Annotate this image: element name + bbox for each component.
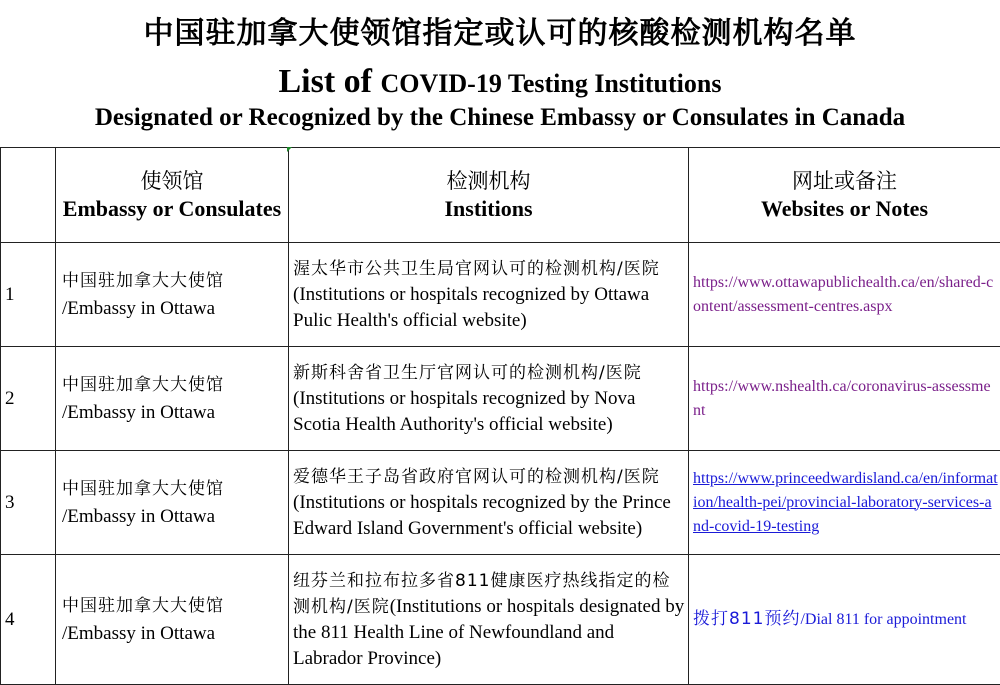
embassy-en: /Embassy in Ottawa <box>62 298 215 319</box>
embassy-cell <box>56 451 289 555</box>
website-link[interactable]: https://www.princeedwardisland.ca/en/information/health-pei/provincial-laboratory-services-and-covid-19-testing <box>693 470 998 535</box>
website-link[interactable]: https://www.ottawapublichealth.ca/en/shared-content/assessment-centres.aspx <box>693 274 993 315</box>
table-row <box>1 451 1000 555</box>
header-num-cell <box>1 148 56 243</box>
embassy-cell <box>56 347 289 451</box>
header-embassy <box>56 148 289 243</box>
website-cell <box>689 243 1000 347</box>
institution-cn: 新斯科舍省卫生厅官网认可的检测机构/医院 <box>293 363 642 383</box>
institution-cn: 纽芬兰和拉布拉多省811健康医疗热线指定的检测机构/医院 <box>293 571 670 617</box>
institution-cell <box>289 347 689 451</box>
header-embassy-cn: 使领馆 <box>56 168 288 195</box>
header-institutions-en: Institions <box>444 196 532 221</box>
header-websites-cn: 网址或备注 <box>689 168 1000 195</box>
institution-cell <box>289 555 689 685</box>
table-row <box>1 555 1000 685</box>
note-cn: 拨打811预约 <box>693 609 800 629</box>
embassy-cn: 中国驻加拿大大使馆 <box>62 375 224 395</box>
embassy-cell <box>56 555 289 685</box>
institution-cn: 渥太华市公共卫生局官网认可的检测机构/医院 <box>293 259 660 279</box>
institution-cell <box>289 451 689 555</box>
header-websites <box>689 148 1000 243</box>
cell-comment-marker <box>287 147 292 152</box>
page-subtitle: Designated or Recognized by the Chinese Embassy or Consulates in Canada <box>0 102 1000 134</box>
embassy-cn: 中国驻加拿大大使馆 <box>62 271 224 291</box>
institutions-table <box>0 147 1000 685</box>
institution-en: (Institutions or hospitals recognized by Ottawa Pulic Health's official website) <box>293 284 649 331</box>
title-prefix: List of <box>279 63 381 100</box>
title-main: COVID-19 Testing Institutions <box>381 69 722 98</box>
row-number: 1 <box>1 243 56 347</box>
table-row <box>1 347 1000 451</box>
header-institutions <box>289 148 689 243</box>
embassy-en: /Embassy in Ottawa <box>62 623 215 644</box>
institution-en: (Institutions or hospitals recognized by Nova Scotia Health Authority's official website) <box>293 388 635 435</box>
embassy-cn: 中国驻加拿大大使馆 <box>62 596 224 616</box>
website-link[interactable]: https://www.nshealth.ca/coronavirus-assessment <box>693 378 991 419</box>
website-cell <box>689 347 1000 451</box>
embassy-cell <box>56 243 289 347</box>
page-title-cn: 中国驻加拿大使领馆指定或认可的核酸检测机构名单 <box>0 14 1000 54</box>
website-cell <box>689 451 1000 555</box>
row-number: 3 <box>1 451 56 555</box>
embassy-cn: 中国驻加拿大大使馆 <box>62 479 224 499</box>
note-cell <box>689 555 1000 685</box>
note-en: /Dial 811 for appointment <box>800 611 966 628</box>
table-header-row <box>1 148 1000 243</box>
institution-cell <box>289 243 689 347</box>
embassy-en: /Embassy in Ottawa <box>62 402 215 423</box>
table-row <box>1 243 1000 347</box>
header-institutions-cn: 检测机构 <box>289 168 688 195</box>
header-embassy-en: Embassy or Consulates <box>63 196 281 221</box>
institution-en: (Institutions or hospitals designated by the 811 Health Line of Newfoundland and Labrador Province) <box>293 596 684 669</box>
institution-cn: 爱德华王子岛省政府官网认可的检测机构/医院 <box>293 467 660 487</box>
embassy-en: /Embassy in Ottawa <box>62 506 215 527</box>
header-websites-en: Websites or Notes <box>761 196 928 221</box>
row-number: 2 <box>1 347 56 451</box>
row-number: 4 <box>1 555 56 685</box>
institution-en: (Institutions or hospitals recognized by the Prince Edward Island Government's official website) <box>293 492 671 539</box>
